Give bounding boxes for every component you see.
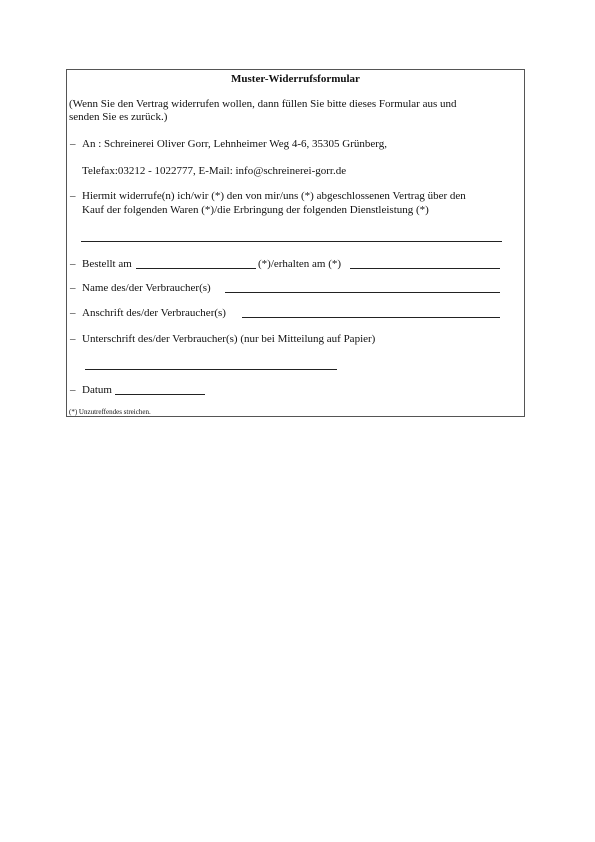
ordered-label: Bestellt am — [82, 258, 132, 270]
bullet-dash: – — [70, 138, 76, 150]
form-title: Muster-Widerrufsformular — [231, 73, 360, 85]
revoke-statement-line-1: Hiermit widerrufe(n) ich/wir (*) den von mir/uns (*) abgeschlossenen Vertrag über den — [82, 190, 466, 202]
goods-entry-line[interactable] — [81, 241, 502, 242]
consumer-address-label: Anschrift des/der Verbraucher(s) — [82, 307, 226, 319]
bullet-dash: – — [70, 333, 76, 345]
date-label: Datum — [82, 384, 112, 396]
consumer-address-line[interactable] — [242, 317, 500, 318]
recipient-address: An : Schreinerei Oliver Gorr, Lehnheimer Weg 4-6, 35305 Grünberg, — [82, 138, 387, 150]
revoke-statement-line-2: Kauf der folgenden Waren (*)/die Erbringung der folgenden Dienstleistung (*) — [82, 204, 429, 216]
signature-label: Unterschrift des/der Verbraucher(s) (nur bei Mitteilung auf Papier) — [82, 333, 376, 345]
recipient-contact: Telefax:03212 - 1022777, E-Mail: info@schreinerei-gorr.de — [82, 165, 347, 177]
signature-line[interactable] — [85, 369, 337, 370]
intro-line-2: senden Sie es zurück.) — [69, 111, 168, 123]
consumer-name-label: Name des/der Verbraucher(s) — [82, 282, 211, 294]
intro-line-1: (Wenn Sie den Vertrag widerrufen wollen, dann füllen Sie bitte dieses Formular aus und — [69, 98, 457, 110]
bullet-dash: – — [70, 307, 76, 319]
date-line[interactable] — [115, 394, 205, 395]
withdrawal-form — [66, 69, 525, 417]
ordered-date-line[interactable] — [136, 268, 256, 269]
consumer-name-line[interactable] — [225, 292, 500, 293]
bullet-dash: – — [70, 282, 76, 294]
bullet-dash: – — [70, 384, 76, 396]
bullet-dash: – — [70, 258, 76, 270]
bullet-dash: – — [70, 190, 76, 202]
footnote: (*) Unzutreffendes streichen. — [69, 408, 151, 416]
received-date-line[interactable] — [350, 268, 500, 269]
received-label: (*)/erhalten am (*) — [258, 258, 342, 270]
